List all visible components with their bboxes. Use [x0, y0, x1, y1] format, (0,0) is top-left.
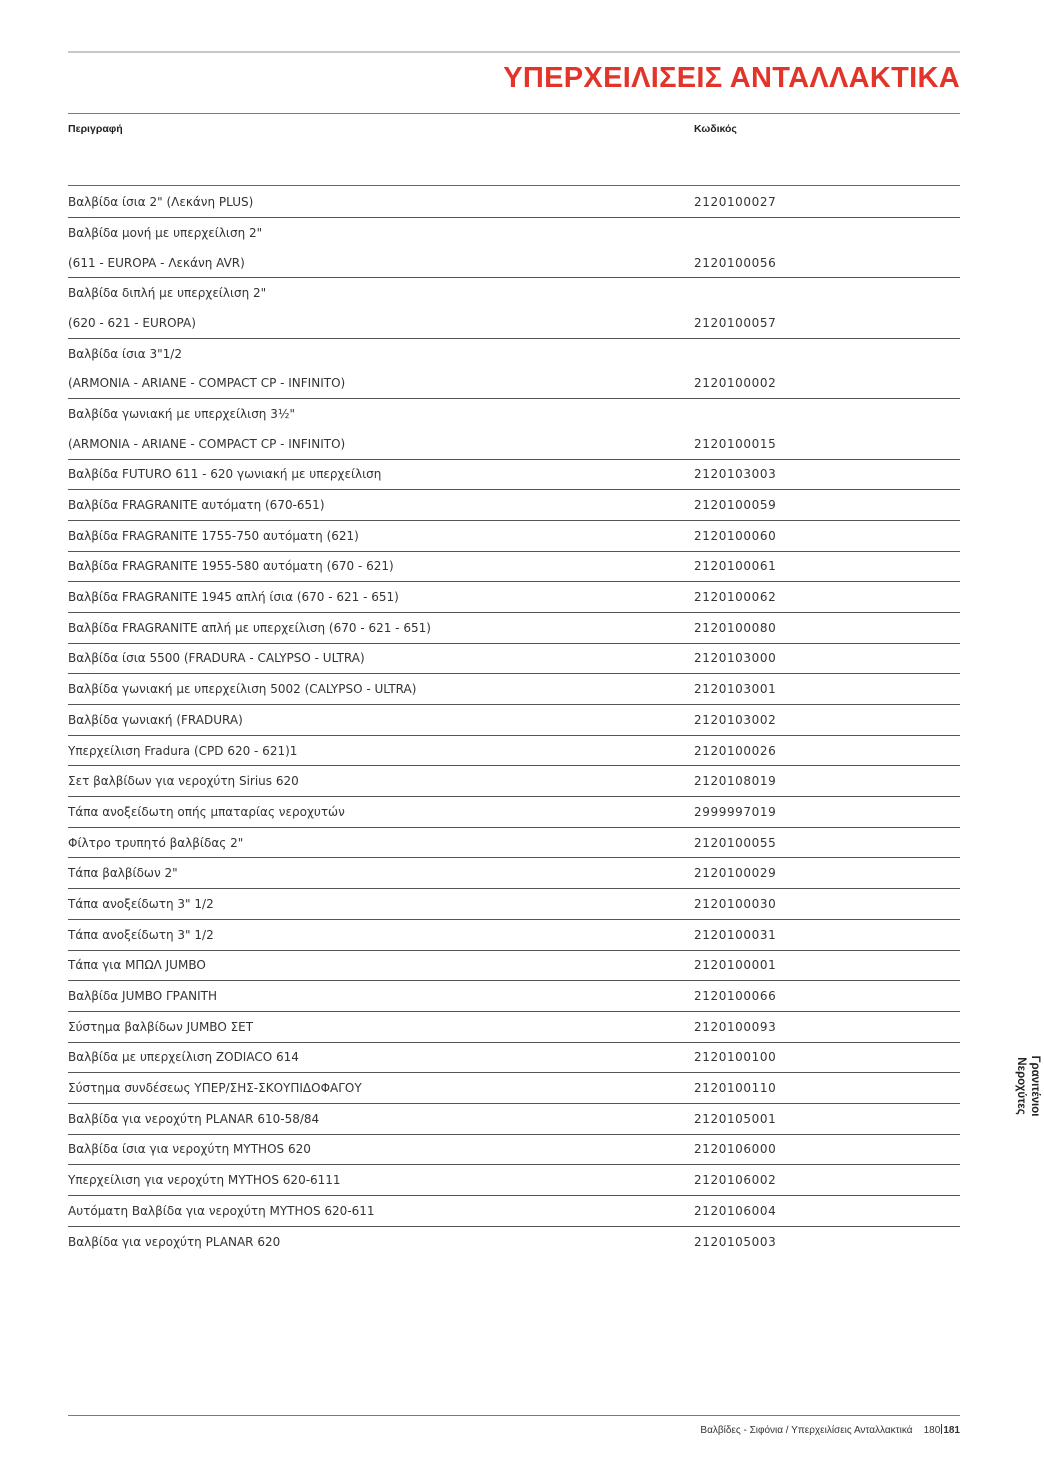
- table-line: [68, 1135, 960, 1165]
- table-row: [68, 766, 960, 797]
- column-header-description: Περιγραφή: [68, 123, 123, 135]
- table-line: [68, 828, 960, 858]
- description-cell: (620 - 621 - EUROPA): [68, 315, 196, 330]
- code-cell: 2120108019: [694, 774, 777, 789]
- table-row: [68, 920, 960, 951]
- code-cell: 2120100030: [694, 896, 777, 911]
- table-line: [68, 951, 960, 981]
- table-row: [68, 1135, 960, 1166]
- table-line: [68, 308, 960, 338]
- description-cell: Βαλβίδα για νεροχύτη PLANAR 620: [68, 1234, 281, 1249]
- description-cell: Βαλβίδα ίσια 2" (Λεκάνη PLUS): [68, 194, 254, 209]
- top-rule: [68, 51, 960, 53]
- table-row: [68, 1043, 960, 1074]
- table-line: [68, 339, 960, 369]
- table-row: [68, 552, 960, 583]
- code-cell: 2120100059: [694, 498, 777, 513]
- table-line: [68, 644, 960, 674]
- table-line: [68, 429, 960, 459]
- table-row: [68, 858, 960, 889]
- description-cell: Φίλτρο τρυπητό βαλβίδας 2": [68, 835, 244, 850]
- code-cell: 2120100026: [694, 743, 777, 758]
- table-row: [68, 278, 960, 338]
- table-row: [68, 399, 960, 459]
- table-line: [68, 186, 960, 217]
- table-line: [68, 582, 960, 612]
- description-cell: Βαλβίδα JUMBO ΓΡΑΝΙΤΗ: [68, 989, 217, 1004]
- description-cell: Σύστημα συνδέσεως ΥΠΕΡ/ΣΗΣ-ΣΚΟΥΠΙΔΟΦΑΓΟΥ: [68, 1081, 362, 1096]
- code-cell: 2120100061: [694, 559, 777, 574]
- description-cell: Βαλβίδα με υπερχείλιση ZODIACO 614: [68, 1050, 299, 1065]
- table-line: [68, 218, 960, 248]
- description-cell: (ARMONIA - ARIANE - COMPACT CP - INFINITO): [68, 436, 346, 451]
- description-cell: Βαλβίδα γωνιακή με υπερχείλιση 3½": [68, 406, 296, 421]
- page-title: ΥΠΕΡΧΕΙΛΙΣΕΙΣ ΑΝΤΑΛΛΑΚΤΙΚΑ: [503, 62, 960, 94]
- description-cell: Βαλβίδα FRAGRANITE 1955-580 αυτόματη (670 - 621): [68, 559, 394, 574]
- code-cell: 2120100080: [694, 620, 777, 635]
- description-cell: Σύστημα βαλβίδων JUMBO ΣΕΤ: [68, 1019, 254, 1034]
- code-cell: 2120106004: [694, 1203, 777, 1218]
- table-row: [68, 582, 960, 613]
- table-row: [68, 1104, 960, 1135]
- code-cell: 2120100060: [694, 528, 777, 543]
- title-rule: [68, 113, 960, 114]
- table-line: [68, 981, 960, 1011]
- table-line: [68, 1073, 960, 1103]
- table-line: [68, 278, 960, 308]
- table-line: [68, 248, 960, 278]
- description-cell: Βαλβίδα για νεροχύτη PLANAR 610-58/84: [68, 1111, 320, 1126]
- table-line: [68, 766, 960, 796]
- table-row: [68, 218, 960, 278]
- description-cell: Υπερχείλιση Fradura (CPD 620 - 621)1: [68, 743, 298, 758]
- description-cell: Βαλβίδα FRAGRANITE αυτόματη (670-651): [68, 498, 325, 513]
- description-cell: Βαλβίδα ίσια για νεροχύτη MYTHOS 620: [68, 1142, 311, 1157]
- description-cell: Τάπα βαλβίδων 2": [68, 866, 178, 881]
- column-header-code: Κωδικός: [694, 123, 737, 135]
- table-line: [68, 1196, 960, 1226]
- code-cell: 2120106000: [694, 1142, 777, 1157]
- table-row: [68, 828, 960, 859]
- table-line: [68, 460, 960, 490]
- table-row: [68, 797, 960, 828]
- description-cell: Βαλβίδα μονή με υπερχείλιση 2": [68, 225, 263, 240]
- table-row: [68, 889, 960, 920]
- code-cell: 2120100093: [694, 1019, 777, 1034]
- table-line: [68, 920, 960, 950]
- page-number-right: 181: [943, 1425, 960, 1436]
- table-row: [68, 644, 960, 675]
- table-line: [68, 368, 960, 398]
- description-cell: Βαλβίδα διπλή με υπερχείλιση 2": [68, 286, 267, 301]
- table-row: [68, 951, 960, 982]
- code-cell: 2120103000: [694, 651, 777, 666]
- description-cell: (ARMONIA - ARIANE - COMPACT CP - INFINITO): [68, 376, 346, 391]
- table-row: [68, 736, 960, 767]
- table-row: [68, 521, 960, 552]
- table-line: [68, 490, 960, 520]
- description-cell: Τάπα για ΜΠΩΛ JUMBO: [68, 958, 206, 973]
- table-row: [68, 460, 960, 491]
- description-cell: Βαλβίδα γωνιακή με υπερχείλιση 5002 (CALYPSO - ULTRA): [68, 682, 417, 697]
- table-line: [68, 797, 960, 827]
- code-cell: 2120100062: [694, 590, 777, 605]
- table-line: [68, 858, 960, 888]
- table-line: [68, 521, 960, 551]
- table-row: [68, 490, 960, 521]
- table-row: [68, 186, 960, 218]
- code-cell: 2120100002: [694, 376, 777, 391]
- code-cell: 2120100029: [694, 866, 777, 881]
- table-line: [68, 613, 960, 643]
- code-cell: 2120100031: [694, 927, 777, 942]
- code-cell: 2120100015: [694, 436, 777, 451]
- table-row: [68, 705, 960, 736]
- description-cell: Βαλβίδα γωνιακή (FRADURA): [68, 712, 243, 727]
- parts-table: [68, 186, 960, 1256]
- table-line: [68, 736, 960, 766]
- description-cell: Τάπα ανοξείδωτη 3" 1/2: [68, 927, 214, 942]
- description-cell: Υπερχείλιση για νεροχύτη MYTHOS 620-6111: [68, 1173, 341, 1188]
- code-cell: 2120100027: [694, 194, 777, 209]
- code-cell: 2120100001: [694, 958, 777, 973]
- code-cell: 2999997019: [694, 804, 777, 819]
- description-cell: Τάπα ανοξείδωτη οπής μπαταρίας νεροχυτών: [68, 804, 345, 819]
- description-cell: (611 - EUROPA - Λεκάνη AVR): [68, 255, 245, 270]
- table-row: [68, 1165, 960, 1196]
- page-number-left: 180: [923, 1425, 941, 1436]
- description-cell: Βαλβίδα FRAGRANITE απλή με υπερχείλιση (670 - 621 - 651): [68, 620, 431, 635]
- table-line: [68, 1043, 960, 1073]
- code-cell: 2120106002: [694, 1173, 777, 1188]
- description-cell: Βαλβίδα FRAGRANITE 1755-750 αυτόματη (621): [68, 528, 359, 543]
- code-cell: 2120103002: [694, 712, 777, 727]
- table-row: [68, 1196, 960, 1227]
- description-cell: Βαλβίδα ίσια 3"1/2: [68, 346, 182, 361]
- table-row: [68, 613, 960, 644]
- code-cell: 2120100066: [694, 989, 777, 1004]
- description-cell: Τάπα ανοξείδωτη 3" 1/2: [68, 896, 214, 911]
- description-cell: Σετ βαλβίδων για νεροχύτη Sirius 620: [68, 774, 299, 789]
- description-cell: Βαλβίδα FRAGRANITE 1945 απλή ίσια (670 - 621 - 651): [68, 590, 399, 605]
- code-cell: 2120100110: [694, 1081, 777, 1096]
- side-tab-line2: Νεροχύτες: [1015, 1057, 1027, 1115]
- table-line: [68, 705, 960, 735]
- description-cell: Βαλβίδα ίσια 5500 (FRADURA - CALYPSO - ULTRA): [68, 651, 365, 666]
- description-cell: Αυτόματη Βαλβίδα για νεροχύτη MYTHOS 620-611: [68, 1203, 375, 1218]
- table-line: [68, 1012, 960, 1042]
- table-row: [68, 981, 960, 1012]
- table-row: [68, 674, 960, 705]
- footer: [700, 1424, 960, 1436]
- table-line: [68, 889, 960, 919]
- table-line: [68, 674, 960, 704]
- table-line: [68, 1104, 960, 1134]
- table-line: [68, 399, 960, 429]
- table-line: [68, 552, 960, 582]
- code-cell: 2120100056: [694, 255, 777, 270]
- code-cell: 2120100057: [694, 315, 777, 330]
- code-cell: 2120100055: [694, 835, 777, 850]
- table-row: [68, 1012, 960, 1043]
- code-cell: 2120103003: [694, 467, 777, 482]
- table-row: [68, 1227, 960, 1257]
- footer-rule: [68, 1415, 960, 1416]
- table-line: [68, 1165, 960, 1195]
- table-row: [68, 339, 960, 399]
- side-tab-line1: Γρανιτένιοι: [1029, 1055, 1041, 1117]
- table-row: [68, 1073, 960, 1104]
- code-cell: 2120105003: [694, 1234, 777, 1249]
- code-cell: 2120105001: [694, 1111, 777, 1126]
- description-cell: Βαλβίδα FUTURO 611 - 620 γωνιακή με υπερχείλιση: [68, 467, 382, 482]
- code-cell: 2120100100: [694, 1050, 777, 1065]
- code-cell: 2120103001: [694, 682, 777, 697]
- table-line: [68, 1227, 960, 1257]
- footer-text: Βαλβίδες - Σιφόνια / Υπερχειλίσεις Ανταλλακτικά: [700, 1425, 913, 1436]
